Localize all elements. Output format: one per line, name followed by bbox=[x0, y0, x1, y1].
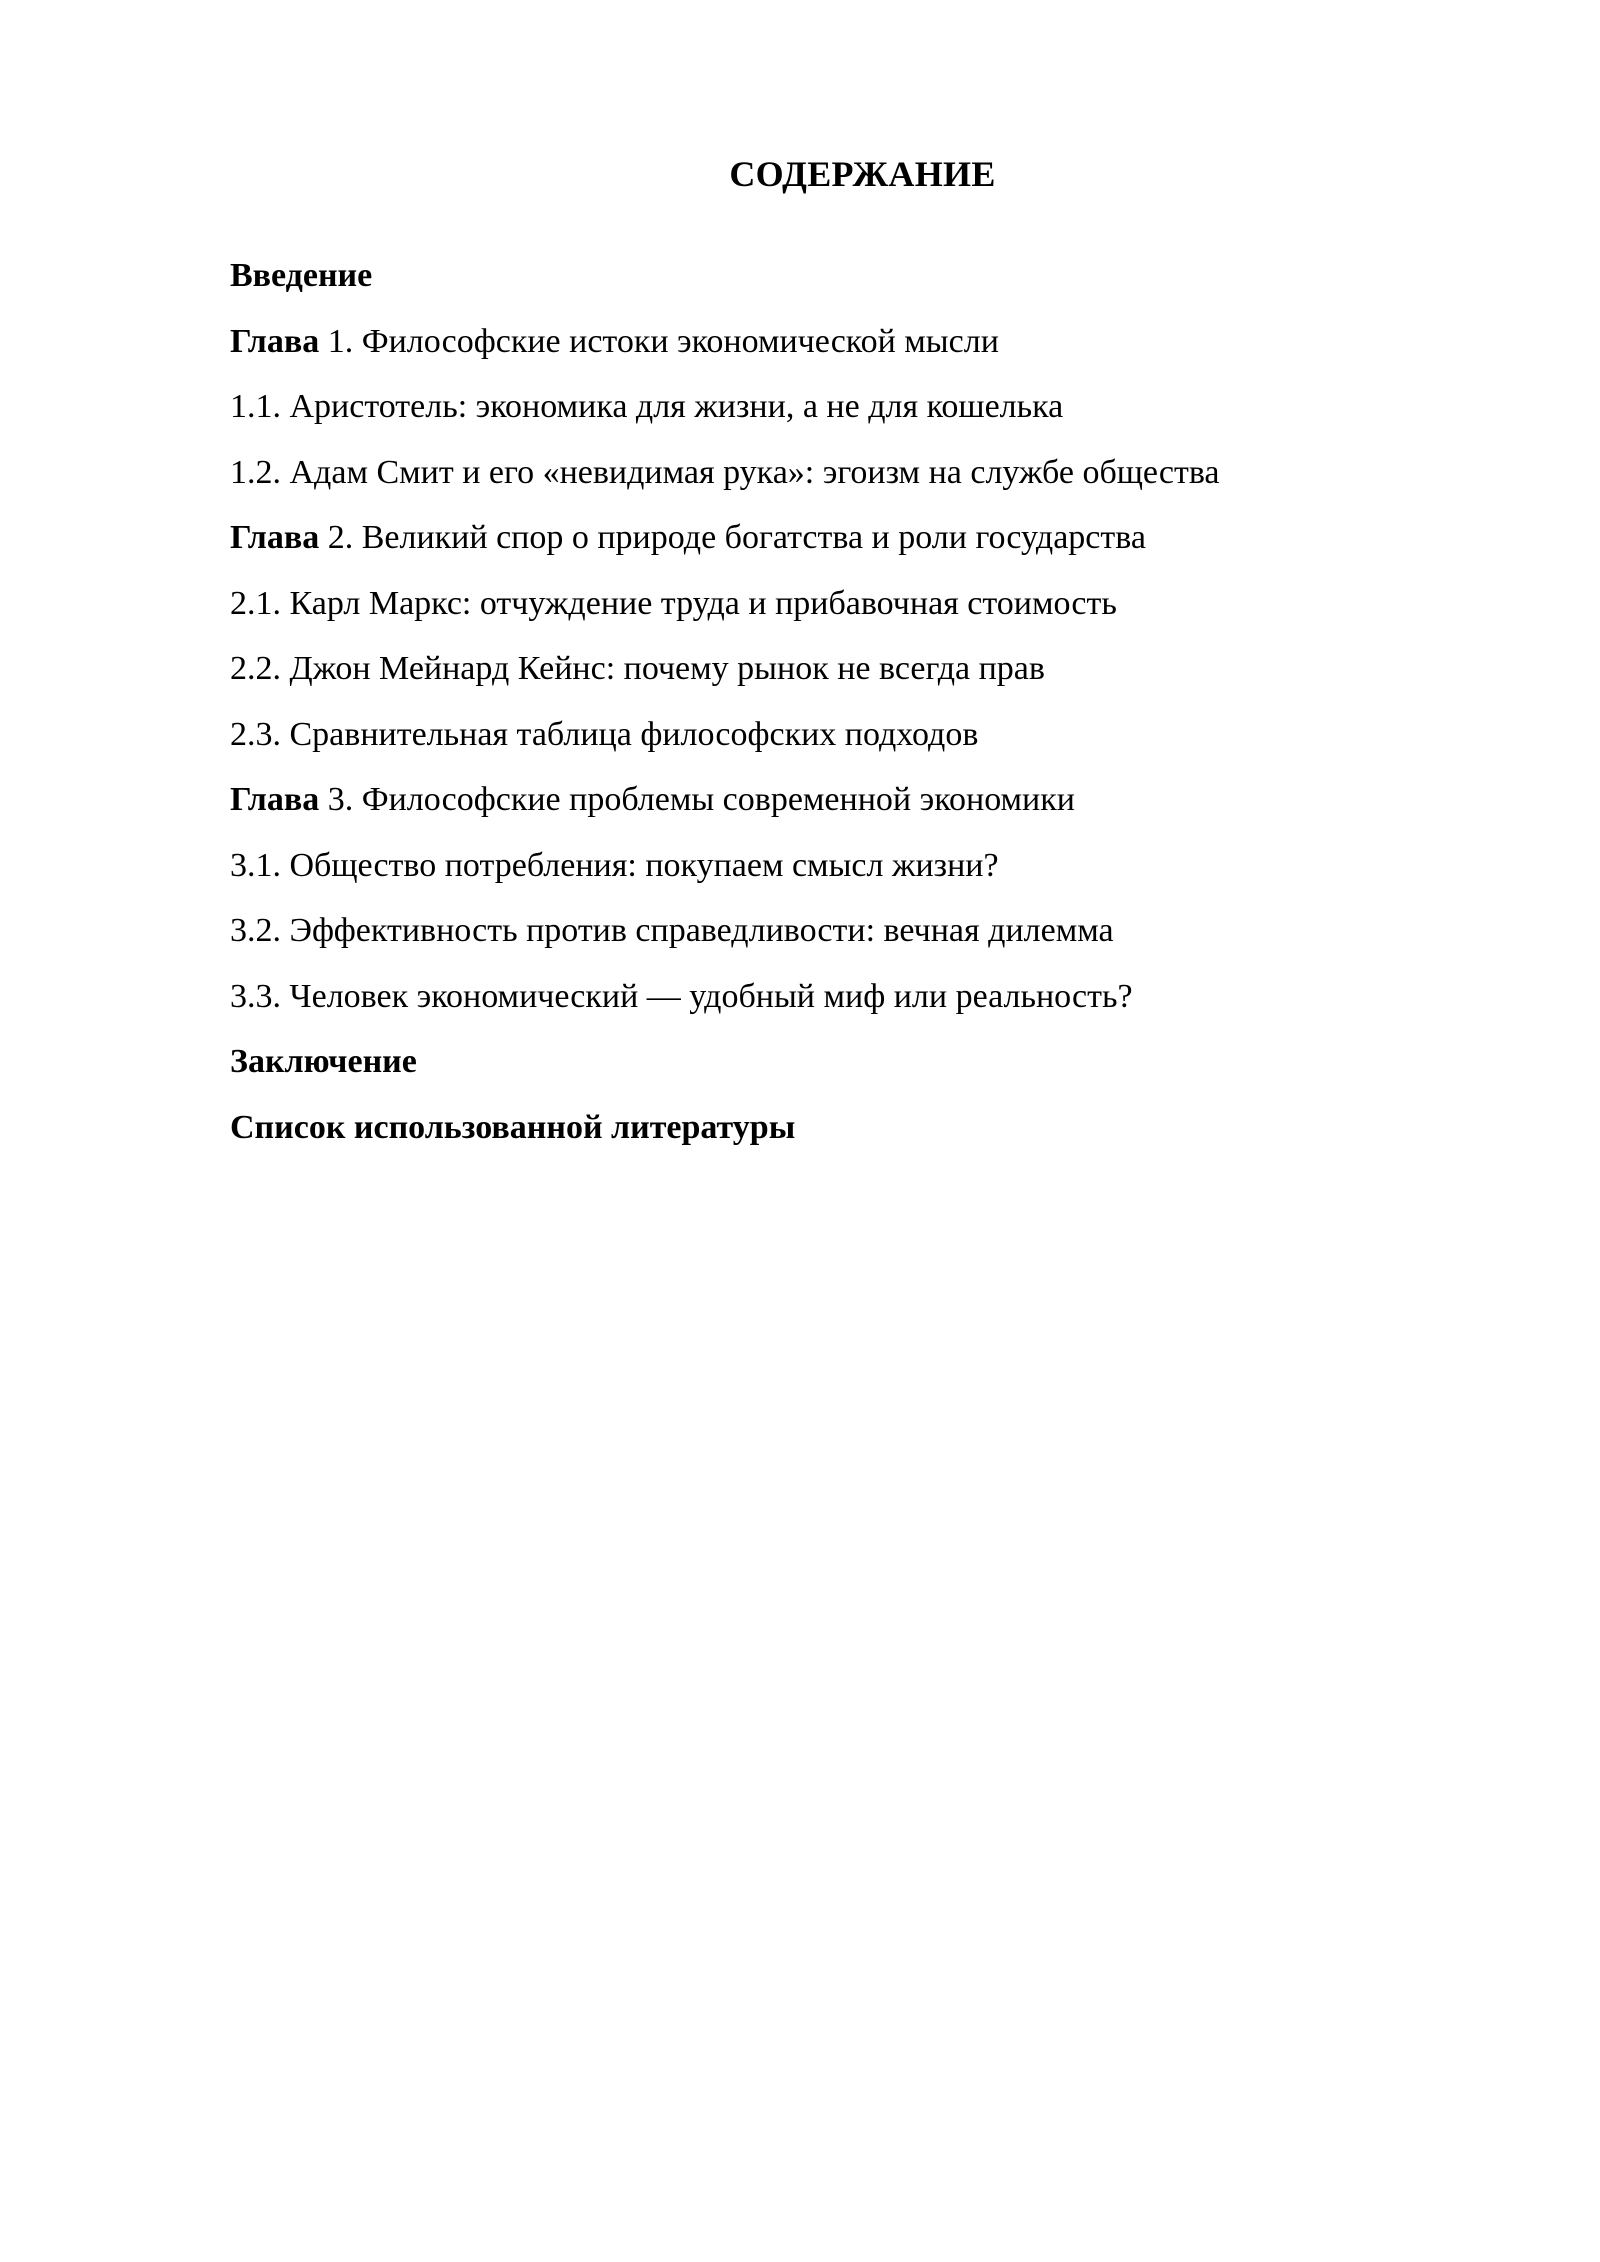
page-title: СОДЕРЖАНИЕ bbox=[729, 154, 996, 194]
toc-item-chapter-1 bbox=[230, 309, 1430, 375]
toc-item-text: 3.3. Человек экономический — удобный миф или реальность? bbox=[230, 977, 1133, 1015]
toc-item-conclusion bbox=[230, 1029, 1430, 1095]
toc-item-bold: Глава bbox=[230, 519, 320, 556]
toc-item-section-3-1 bbox=[230, 833, 1430, 899]
toc-item-bibliography bbox=[230, 1095, 1430, 1161]
toc-item-section-3-3 bbox=[230, 964, 1430, 1030]
toc-item-section-1-1 bbox=[230, 374, 1430, 440]
toc-item-section-3-2 bbox=[230, 898, 1430, 964]
toc-item-text: 2. Великий спор о природе богатства и роли государства bbox=[319, 519, 1146, 556]
toc-item-text: 3.1. Общество потребления: покупаем смысл жизни? bbox=[230, 846, 999, 884]
toc-item-text: 1.1. Аристотель: экономика для жизни, а не для кошелька bbox=[230, 388, 1064, 425]
toc-item-text: 3.2. Эффективность против справедливости: вечная дилемма bbox=[230, 912, 1114, 949]
table-of-contents bbox=[230, 243, 1430, 1160]
toc-item-text: 1. Философские истоки экономической мысли bbox=[319, 322, 999, 360]
toc-item-bold: Список использованной литературы bbox=[230, 1108, 796, 1146]
toc-item-section-1-2 bbox=[230, 440, 1430, 506]
toc-item-section-2-2 bbox=[230, 636, 1430, 702]
toc-item-text: 3. Философские проблемы современной экономики bbox=[319, 781, 1075, 818]
toc-item-bold: Заключение bbox=[230, 1043, 417, 1080]
toc-item-section-2-3 bbox=[230, 702, 1430, 768]
toc-item-chapter-2 bbox=[230, 505, 1430, 571]
toc-item-introduction bbox=[230, 243, 1430, 309]
toc-item-text: 1.2. Адам Смит и его «невидимая рука»: эгоизм на службе общества bbox=[230, 453, 1220, 491]
toc-item-bold: Введение bbox=[230, 257, 373, 294]
toc-item-bold: Глава bbox=[230, 781, 320, 818]
toc-item-section-2-1 bbox=[230, 571, 1430, 637]
toc-item-chapter-3 bbox=[230, 767, 1430, 833]
toc-item-bold: Глава bbox=[230, 322, 320, 360]
toc-item-text: 2.1. Карл Маркс: отчуждение труда и прибавочная стоимость bbox=[230, 584, 1117, 622]
toc-item-text: 2.2. Джон Мейнард Кейнс: почему рынок не всегда прав bbox=[230, 650, 1045, 687]
toc-item-text: 2.3. Сравнительная таблица философских подходов bbox=[230, 715, 979, 753]
